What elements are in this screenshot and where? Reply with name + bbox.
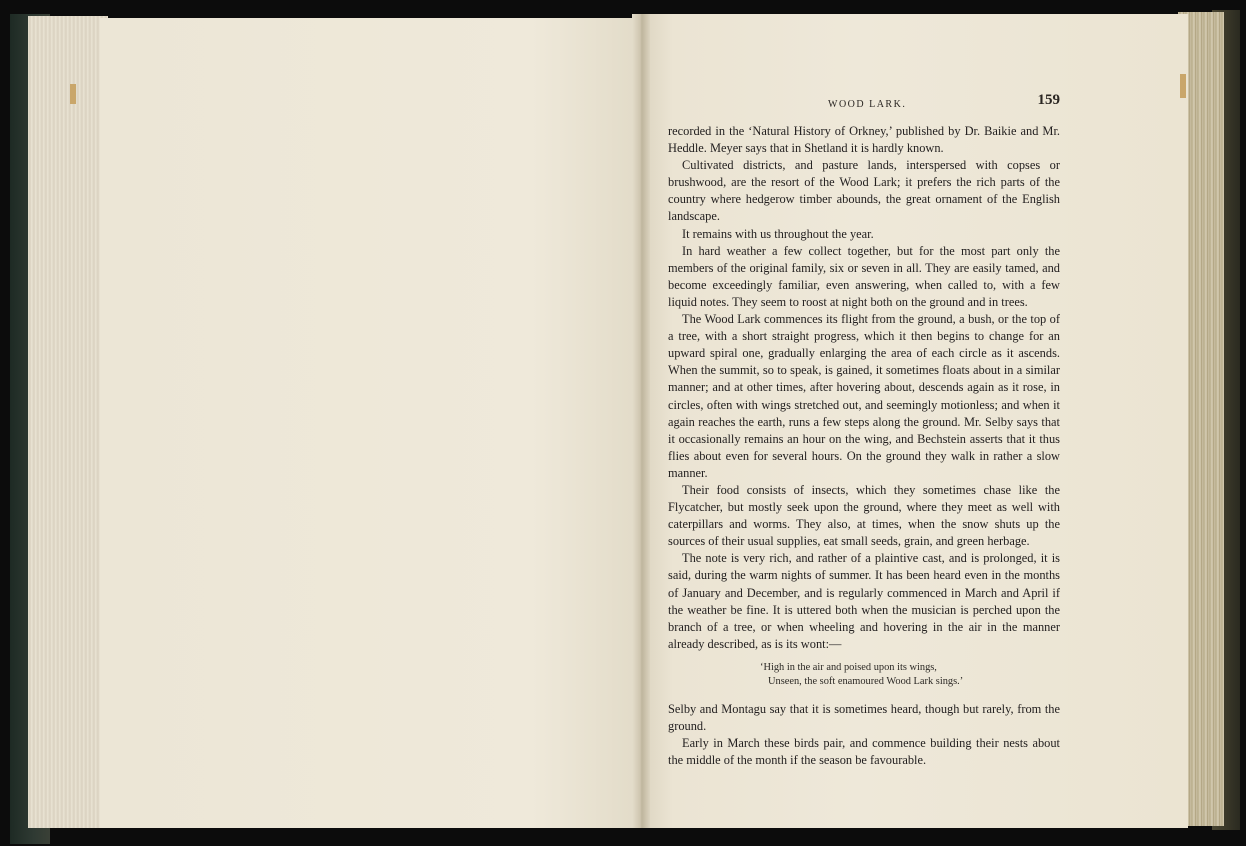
- verse-quote: [760, 661, 1060, 689]
- running-head: WOOD LARK.: [828, 99, 907, 110]
- paragraph: Early in March these birds pair, and commence building their nests about the middle of the month if the season be favourable.: [668, 736, 1060, 768]
- verse-line: Unseen, the soft enamoured Wood Lark sings.’: [768, 675, 964, 687]
- paragraph: The note is very rich, and rather of a plaintive cast, and is prolonged, it is said, during the warm nights of summer. It has been heard even in the months of January and December, and is regularly commenced in March and April if the weather be fine. It is uttered both when the musician is perched upon the branch of a tree, or when wheeling and hovering in the air in the manner already described, as is its wont:—: [668, 551, 1060, 651]
- verse-line: ‘High in the air and poised upon its wings,: [760, 661, 937, 673]
- page-tab-marker: [1180, 74, 1186, 98]
- paragraph: It remains with us throughout the year.: [682, 226, 874, 241]
- page-body-text: [668, 123, 1060, 769]
- paragraph: In hard weather a few collect together, but for the most part only the members of the original family, six or seven in all. They are easily tamed, and become exceedingly familiar, even answering, when called to, with a few liquid notes. They seem to roost at night both on the ground and in trees.: [668, 243, 1060, 309]
- page-tab-marker: [70, 84, 76, 104]
- page-header: [668, 92, 1060, 116]
- paragraph: recorded in the ‘Natural History of Orkney,’ published by Dr. Baikie and Mr. Heddle. Meyer says that in Shetland it is hardly known.: [668, 124, 1060, 156]
- page-stack-left: [28, 16, 108, 828]
- book-gutter: [632, 14, 650, 828]
- paragraph: The Wood Lark commences its flight from the ground, a bush, or the top of a tree, with a short straight progress, which it then begins to change for an upward spiral one, gradually enlarging the area of each circle as it ascends. When the summit, so to speak, is gained, it sometimes floats about in a similar manner; and at other times, after hovering about, descends again as it rose, in circles, often with wings stretched out, and seemingly motionless; and when it again reaches the earth, runs a few steps along the ground. Mr. Selby says that it occasionally remains an hour on the wing, and Bechstein asserts that it thus flies about even for several hours. On the ground they walk in rather a slow manner.: [668, 312, 1060, 480]
- page-number: 159: [1037, 92, 1060, 108]
- left-page-blank: [100, 18, 640, 828]
- paragraph: Cultivated districts, and pasture lands, interspersed with copses or brushwood, are the resort of the Wood Lark; it prefers the rich parts of the country where hedgerow timber abounds, the great ornament of the English landscape.: [668, 158, 1060, 224]
- paragraph: Selby and Montagu say that it is sometimes heard, though but rarely, from the ground.: [668, 701, 1060, 733]
- paragraph: Their food consists of insects, which they sometimes chase like the Flycatcher, but mostly seek upon the ground, where they meet as well with caterpillars and worms. They also, at times, when the snow shuts up the sources of their usual supplies, eat small seeds, grain, and green herbage.: [668, 482, 1060, 549]
